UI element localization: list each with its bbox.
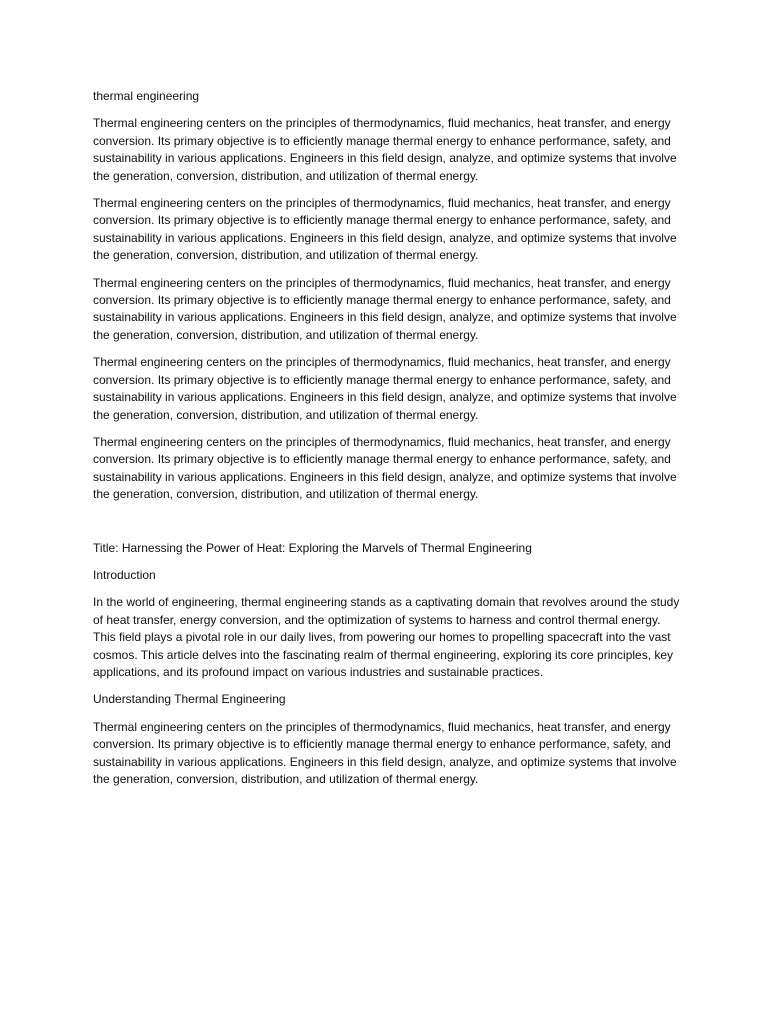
paragraph: Thermal engineering centers on the principles of thermodynamics, fluid mechanics, heat transfer, and energy conversion. Its primary objective is to efficiently manage thermal energy to enhance performance, safety, and sustainability in various applications. Engineers in this field design, analyze, and optimize systems that involve the generation, conversion, distribution, and utilization of thermal energy. [93, 355, 677, 422]
blank-line [93, 514, 683, 540]
introduction-heading: Introduction [93, 567, 156, 582]
document-heading: thermal engineering [93, 89, 200, 103]
paragraph: Thermal engineering centers on the principles of thermodynamics, fluid mechanics, heat transfer, and energy conversion. Its primary objective is to efficiently manage thermal energy to enhance performance, safety, and sustainability in various applications. Engineers in this field design, analyze, and optimize systems that involve the generation, conversion, distribution, and utilization of thermal energy. [93, 116, 677, 183]
understanding-paragraph: Thermal engineering centers on the principles of thermodynamics, fluid mechanics, heat transfer, and energy conversion. Its primary objective is to efficiently manage thermal energy to enhance performance, safety, and sustainability in various applications. Engineers in this field design, analyze, and optimize systems that involve the generation, conversion, distribution, and utilization of thermal energy. [93, 719, 677, 786]
paragraph: Thermal engineering centers on the principles of thermodynamics, fluid mechanics, heat transfer, and energy conversion. Its primary objective is to efficiently manage thermal energy to enhance performance, safety, and sustainability in various applications. Engineers in this field design, analyze, and optimize systems that involve the generation, conversion, distribution, and utilization of thermal energy. [93, 275, 677, 342]
paragraph: Thermal engineering centers on the principles of thermodynamics, fluid mechanics, heat transfer, and energy conversion. Its primary objective is to efficiently manage thermal energy to enhance performance, safety, and sustainability in various applications. Engineers in this field design, analyze, and optimize systems that involve the generation, conversion, distribution, and utilization of thermal energy. [93, 196, 677, 263]
introduction-paragraph: In the world of engineering, thermal engineering stands as a captivating domain that revolves around the study of heat transfer, energy conversion, and the optimization of systems to harness and control thermal energy. This field plays a pivotal role in our daily lives, from powering our homes to propelling spacecraft into the vast cosmos. This article delves into the fascinating realm of thermal engineering, exploring its core principles, key applications, and its profound impact on various industries and sustainable practices. [93, 595, 680, 679]
paragraph: Thermal engineering centers on the principles of thermodynamics, fluid mechanics, heat transfer, and energy conversion. Its primary objective is to efficiently manage thermal energy to enhance performance, safety, and sustainability in various applications. Engineers in this field design, analyze, and optimize systems that involve the generation, conversion, distribution, and utilization of thermal energy. [93, 434, 677, 502]
understanding-heading: Understanding Thermal Engineering [93, 692, 286, 707]
document-page [93, 88, 683, 798]
article-title: Title: Harnessing the Power of Heat: Exploring the Marvels of Thermal Engineering [93, 540, 532, 555]
